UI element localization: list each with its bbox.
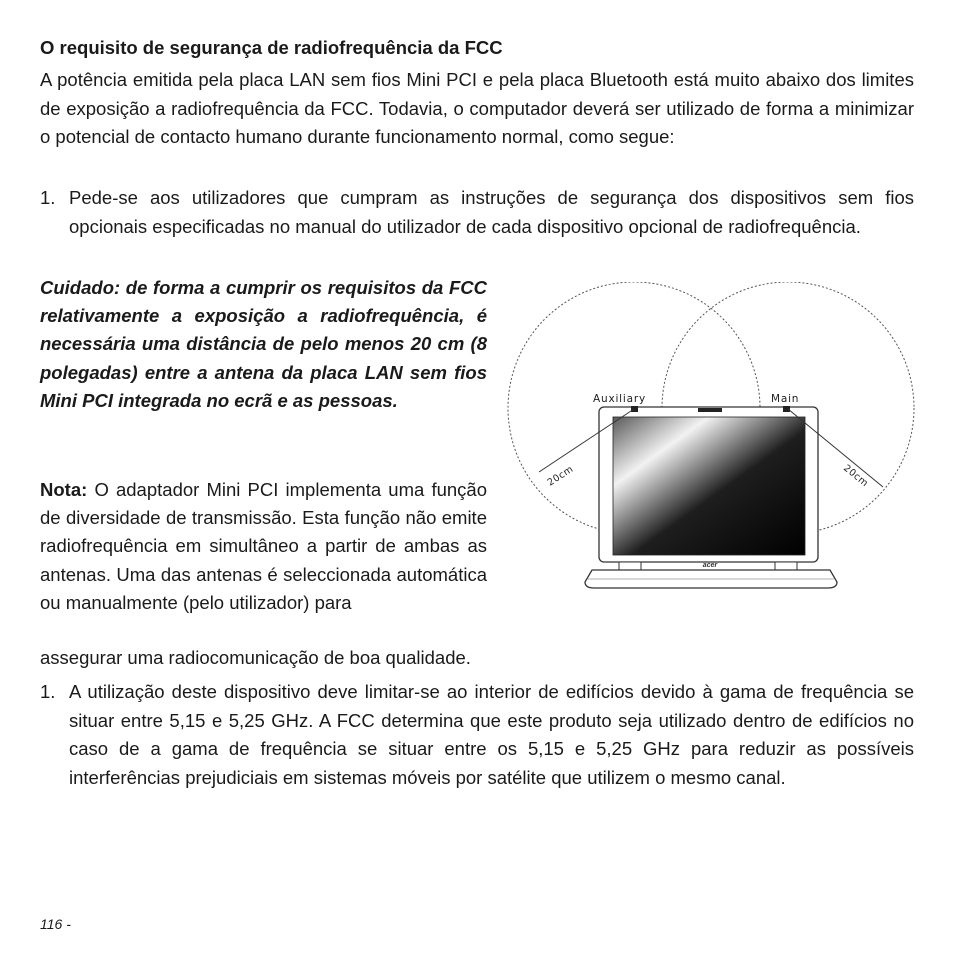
right-distance-label: 20cm [841,462,871,490]
page-number: 116 - [40,916,71,932]
antenna-diagram [506,282,916,602]
auxiliary-antenna [631,406,638,412]
left-distance-label: 20cm [545,463,576,489]
note-paragraph [40,476,487,617]
intro-paragraph: A potência emitida pela placa LAN sem fios Mini PCI e pela placa Bluetooth está muito abaixo dos limites de exposição a radiofrequência da FCC. Todavia, o computador deverá ser utilizado de forma a minimizar o potencial de contacto humano durante funcionamento normal, como segue: [40,69,914,147]
brand-logo: acer [702,562,718,569]
main-label: Main [771,393,800,405]
main-antenna [783,406,790,412]
note-label: Nota: [40,479,88,500]
note-text: O adaptador Mini PCI implementa uma função de diversidade de transmissão. Esta função não emite radiofrequência em simultâneo a partir de ambas as antenas. Uma das antenas é seleccionada automática ou manualmente (pelo utilizador) para [40,479,487,613]
right-hinge [775,562,797,570]
list-item-text: A utilização deste dispositivo deve limitar-se ao interior de edifícios devido à gama de frequência se situar entre 5,15 e 5,25 GHz. A FCC determina que este produto seja utilizado dentro de edifícios no caso de a gama de frequência se situar entre os 5,15 e 5,25 GHz para reduzir as possíveis interferências prejudiciais em sistemas móveis por satélite que utilizem o mesmo canal. [69,681,914,788]
list-number: 1. [40,681,56,702]
auxiliary-label: Auxiliary [593,393,646,405]
antenna-diagram-svg [506,282,916,602]
list-number: 1. [40,187,56,208]
note-continuation: assegurar uma radiocomunicação de boa qualidade. [40,647,471,668]
laptop-screen [613,417,805,555]
left-hinge [619,562,641,570]
section-heading: O requisito de segurança de radiofrequência da FCC [40,37,503,58]
webcam-bar [698,408,722,412]
list-item-text: Pede-se aos utilizadores que cumpram as instruções de segurança dos dispositivos sem fios opcionais especificadas no manual do utilizador de cada dispositivo opcional de radiofrequência. [69,187,914,237]
caution-paragraph: Cuidado: de forma a cumprir os requisitos da FCC relativamente a exposição a radiofrequência, é necessária uma distância de pelo menos 20 cm (8 polegadas) entre a antena da placa LAN sem fios Mini PCI integrada no ecrã e as pessoas. [40,277,487,411]
